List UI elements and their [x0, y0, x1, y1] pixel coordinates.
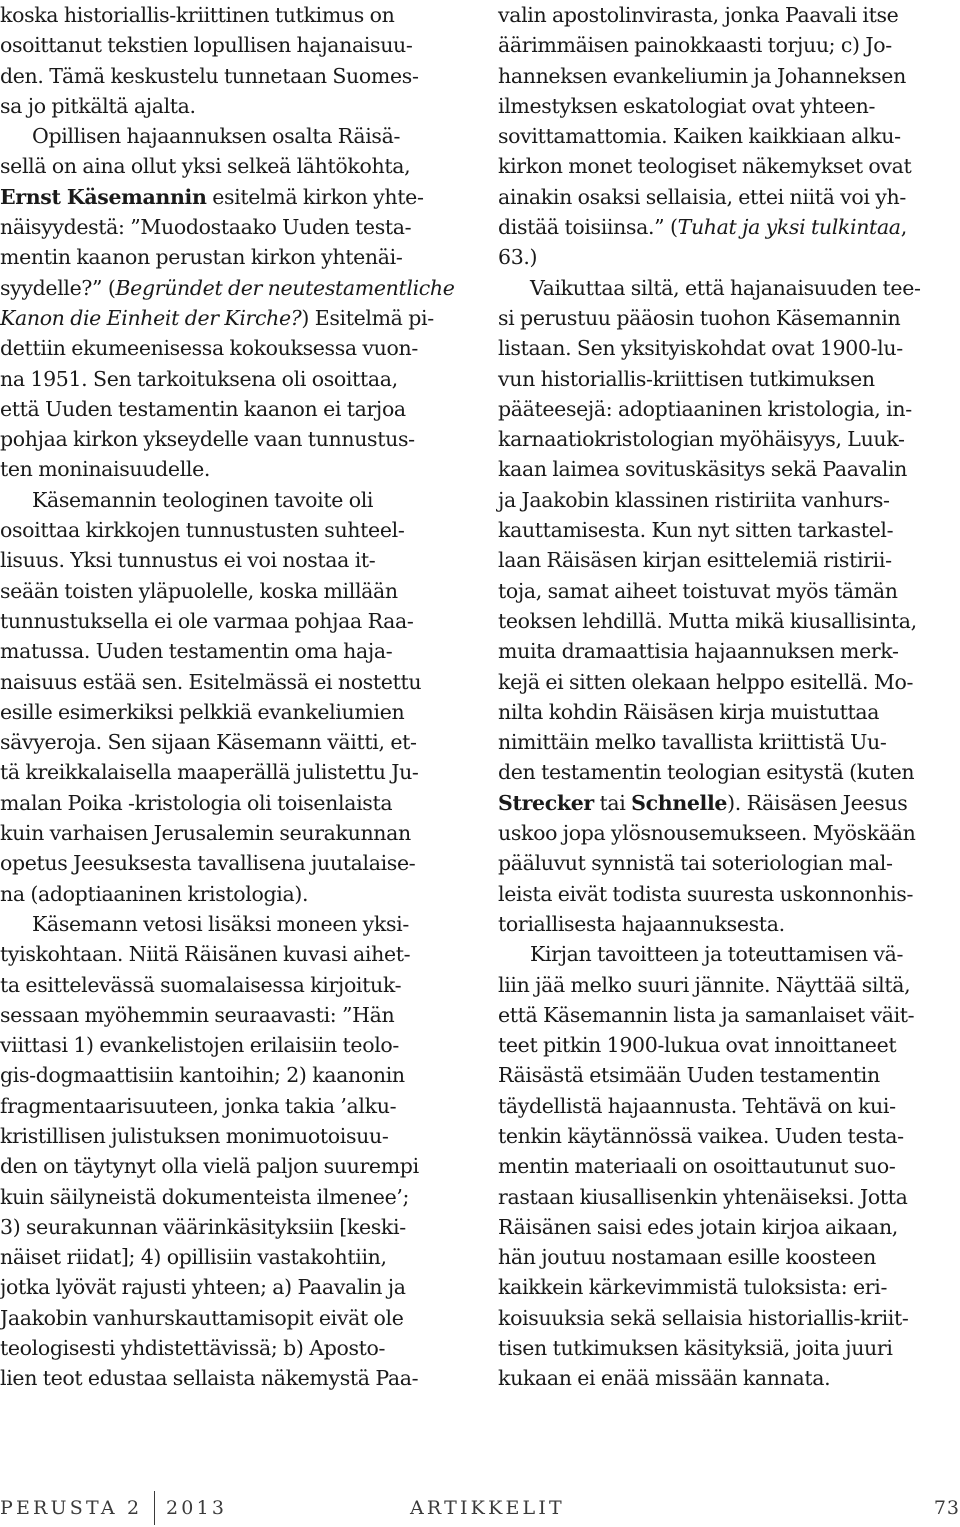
text-segment: mentin kaanon perustan kirkon yhtenäi- — [0, 245, 403, 270]
bold-name: Ernst Käsemannin — [0, 184, 207, 209]
text-segment: esitelmä kirkon yhte- — [206, 184, 424, 209]
text-segment: syydelle?” ( — [0, 275, 116, 300]
text-line — [0, 757, 462, 787]
text-line — [498, 0, 960, 30]
bold-name: Strecker — [498, 790, 594, 815]
text-segment: viittasi 1) evankelistojen erilaisiin teolo- — [0, 1033, 399, 1058]
text-segment: esille esimerkiksi pelkkiä evankeliumien — [0, 699, 405, 724]
text-segment: sa jo pitkältä ajalta. — [0, 93, 196, 118]
text-segment: ainakin osaksi sellaisia, ettei niitä voi yh- — [498, 184, 906, 209]
text-line — [0, 1030, 462, 1060]
text-line — [498, 1303, 960, 1333]
text-segment: pohjaa kirkon ykseydelle vaan tunnustus- — [0, 427, 415, 452]
italic-title: Kanon die Einheit der Kirche? — [0, 305, 302, 330]
text-segment: liin jää melko suuri jännite. Näyttää siltä, — [498, 972, 911, 997]
text-line — [0, 61, 462, 91]
text-segment: teoksen lehdillä. Mutta mikä kiusallisinta, — [498, 608, 917, 633]
text-line — [0, 1242, 462, 1272]
text-segment: tai — [593, 790, 632, 815]
text-line — [498, 970, 960, 1000]
text-segment: malan Poika -kristologia oli toisenlaista — [0, 790, 393, 815]
text-line — [0, 818, 462, 848]
text-line — [498, 394, 960, 424]
text-segment: Räisänen saisi edes jotain kirjoa aikaan, — [498, 1214, 898, 1239]
text-line — [0, 0, 462, 30]
text-segment: tenkin käytännössä vaikea. Uuden testa- — [498, 1123, 904, 1148]
text-line — [498, 61, 960, 91]
text-segment: kukaan ei enää missään kannata. — [498, 1366, 831, 1391]
text-segment: toja, samat aiheet toistuvat myös tämän — [498, 578, 898, 603]
text-segment: 63.) — [498, 245, 538, 270]
text-line — [498, 424, 960, 454]
text-segment: uskoo jopa ylösnousemukseen. Myöskään — [498, 821, 916, 846]
text-line — [0, 212, 462, 242]
text-line — [498, 515, 960, 545]
text-line — [0, 1303, 462, 1333]
text-line — [0, 939, 462, 969]
text-line — [0, 515, 462, 545]
text-line — [498, 121, 960, 151]
text-segment: hanneksen evankeliumin ja Johanneksen — [498, 63, 906, 88]
text-segment: osoittaa kirkkojen tunnustusten suhteel- — [0, 518, 405, 543]
text-segment: kaan laimea sovituskäsitys sekä Paavalin — [498, 457, 908, 482]
text-line — [498, 757, 960, 787]
text-line — [0, 485, 462, 515]
text-segment: seään toisten yläpuolelle, koska millään — [0, 578, 398, 603]
text-segment: muita dramaattisia hajaannuksen merk- — [498, 639, 899, 664]
text-line — [0, 727, 462, 757]
text-segment: kristillisen julistuksen monimuotoisuu- — [0, 1123, 389, 1148]
text-line — [498, 879, 960, 909]
text-segment: leista eivät todista suuresta uskonnonhis- — [498, 881, 914, 906]
text-line — [0, 1363, 462, 1393]
text-line — [0, 636, 462, 666]
text-line — [498, 939, 960, 969]
text-line — [0, 1182, 462, 1212]
text-line — [498, 273, 960, 303]
text-segment: tä kreikkalaisella maaperällä julistettu Ju- — [0, 760, 419, 785]
text-line — [0, 909, 462, 939]
text-segment: naisuus estää sen. Esitelmässä ei nostettu — [0, 669, 422, 694]
text-line — [498, 788, 960, 818]
text-line — [498, 818, 960, 848]
italic-title: Begründet der neutestamentliche — [115, 275, 455, 300]
text-line — [498, 1121, 960, 1151]
text-segment: den on täytynyt olla vielä paljon suurempi — [0, 1154, 419, 1179]
text-segment: äärimmäisen painokkaasti torjuu; c) Jo- — [498, 33, 892, 58]
left-column — [0, 0, 462, 1394]
text-segment: teet pitkin 1900-lukua ovat innoittaneet — [498, 1033, 897, 1058]
text-segment: si perustuu pääosin tuohon Käsemannin — [498, 305, 901, 330]
bold-name: Schnelle — [631, 790, 728, 815]
text-line — [0, 788, 462, 818]
text-line — [0, 91, 462, 121]
text-segment: kuin varhaisen Jerusalemin seurakunnan — [0, 821, 411, 846]
text-segment: kirkon monet teologiset näkemykset ovat — [498, 154, 912, 179]
text-segment: että Käsemannin lista ja samanlaiset väit- — [498, 1002, 915, 1027]
text-segment: 3) seurakunnan väärinkäsityksiin [keski- — [0, 1214, 406, 1239]
footer-section: ARTIKKELIT — [410, 1497, 565, 1519]
text-line — [0, 667, 462, 697]
text-line — [0, 273, 462, 303]
text-line — [498, 1060, 960, 1090]
text-line — [0, 121, 462, 151]
text-line — [0, 1212, 462, 1242]
text-segment: ten moninaisuudelle. — [0, 457, 211, 482]
text-line — [0, 333, 462, 363]
text-line — [498, 576, 960, 606]
text-line — [498, 454, 960, 484]
text-line — [498, 242, 960, 272]
footer-magazine: PERUSTA 2 — [0, 1497, 143, 1519]
text-line — [498, 1000, 960, 1030]
text-segment: kaikkein kärkevimmistä tuloksista: eri- — [498, 1275, 888, 1300]
text-line — [498, 1151, 960, 1181]
text-segment: lien teot edustaa sellaista näkemystä Paa- — [0, 1366, 419, 1391]
text-segment: ja Jaakobin klassinen ristiriita vanhurs- — [498, 487, 890, 512]
text-segment: ilmestyksen eskatologiat ovat yhteen- — [498, 93, 876, 118]
text-line — [0, 1333, 462, 1363]
text-line — [0, 545, 462, 575]
text-segment: näisyydestä: ”Muodostaako Uuden testa- — [0, 215, 412, 240]
text-line — [498, 1212, 960, 1242]
text-segment: valin apostolinvirasta, jonka Paavali itse — [498, 3, 899, 27]
text-line — [0, 1091, 462, 1121]
text-segment: karnaatiokristologian myöhäisyys, Luuk- — [498, 427, 905, 452]
text-segment: sävyeroja. Sen sijaan Käsemann väitti, et- — [0, 730, 417, 755]
text-line — [498, 727, 960, 757]
text-segment: , — [900, 215, 907, 240]
text-segment: Käsemann vetosi lisäksi moneen yksi- — [32, 911, 409, 936]
text-line — [0, 394, 462, 424]
text-segment: Käsemannin teologinen tavoite oli — [32, 487, 374, 512]
text-segment: lisuus. Yksi tunnustus ei voi nostaa it- — [0, 548, 376, 573]
text-line — [0, 30, 462, 60]
text-line — [0, 606, 462, 636]
footer-year: 2013 — [166, 1497, 228, 1519]
text-line — [498, 364, 960, 394]
text-line — [0, 242, 462, 272]
text-line — [498, 697, 960, 727]
text-segment: tyiskohtaan. Niitä Räisänen kuvasi aihet- — [0, 942, 411, 967]
text-line — [0, 1000, 462, 1030]
text-segment: teologisesti yhdistettävissä; b) Aposto- — [0, 1336, 386, 1361]
text-segment: kauttamisesta. Kun nyt sitten tarkastel- — [498, 518, 894, 543]
text-segment: rastaan kiusallisenkin yhtenäiseksi. Jotta — [498, 1184, 908, 1209]
text-segment: näiset riidat]; 4) opillisiin vastakohtiin, — [0, 1245, 387, 1270]
text-segment: mentin materiaali on osoittautunut suo- — [498, 1154, 896, 1179]
text-line — [0, 576, 462, 606]
text-line — [498, 182, 960, 212]
text-line — [0, 1151, 462, 1181]
text-line — [0, 1272, 462, 1302]
text-segment: den testamentin teologian esitystä (kuten — [498, 760, 915, 785]
text-segment: laan Räisäsen kirjan esittelemiä ristirii- — [498, 548, 892, 573]
text-segment: na 1951. Sen tarkoituksena oli osoittaa, — [0, 366, 398, 391]
text-segment: dettiin ekumeenisessa kokouksessa vuon- — [0, 336, 418, 361]
footer-divider — [154, 1491, 155, 1525]
text-segment: nimittäin melko tavallista kriittistä Uu- — [498, 730, 887, 755]
text-line — [498, 545, 960, 575]
text-segment: pääteesejä: adoptiaaninen kristologia, in- — [498, 396, 912, 421]
text-segment: ). Räisäsen Jeesus — [727, 790, 908, 815]
text-line — [0, 697, 462, 727]
text-line — [0, 454, 462, 484]
text-line — [498, 303, 960, 333]
text-line — [498, 636, 960, 666]
text-line — [0, 970, 462, 1000]
text-line — [0, 1121, 462, 1151]
page-footer — [0, 1487, 960, 1527]
text-line — [0, 1060, 462, 1090]
text-segment: sessaan myöhemmin seuraavasti: ”Hän — [0, 1002, 395, 1027]
text-segment: Opillisen hajaannuksen osalta Räisä- — [32, 124, 401, 149]
text-segment: että Uuden testamentin kaanon ei tarjoa — [0, 396, 406, 421]
text-segment: koisuuksia sekä sellaisia historiallis-kriit- — [498, 1305, 909, 1330]
text-segment: den. Tämä keskustelu tunnetaan Suomes- — [0, 63, 419, 88]
text-segment: distää toisiinsa.” ( — [498, 215, 678, 240]
text-segment: toriallisesta hajaannuksesta. — [498, 911, 785, 936]
text-line — [498, 909, 960, 939]
text-line — [498, 1333, 960, 1363]
text-line — [498, 1182, 960, 1212]
text-segment: ta esittelevässä suomalaisessa kirjoituk- — [0, 972, 402, 997]
text-segment: Kirjan tavoitteen ja toteuttamisen vä- — [530, 942, 904, 967]
text-segment: ) Esitelmä pi- — [301, 305, 434, 330]
text-line — [498, 1030, 960, 1060]
text-segment: koska historiallis-kriittinen tutkimus on — [0, 3, 395, 27]
text-line — [498, 30, 960, 60]
text-segment: hän joutuu nostamaan esille koosteen — [498, 1245, 877, 1270]
text-segment: täydellistä hajaannusta. Tehtävä on kui- — [498, 1093, 896, 1118]
text-line — [498, 485, 960, 515]
text-segment: kuin säilyneistä dokumenteista ilmenee’; — [0, 1184, 410, 1209]
text-segment: nilta kohdin Räisäsen kirja muistuttaa — [498, 699, 880, 724]
text-line — [0, 879, 462, 909]
text-line — [498, 1272, 960, 1302]
text-segment: Vaikuttaa siltä, että hajanaisuuden tee- — [530, 275, 921, 300]
text-line — [498, 212, 960, 242]
text-segment: pääluvut synnistä tai soteriologian mal- — [498, 851, 893, 876]
italic-title: Tuhat ja yksi tulkintaa — [677, 215, 901, 240]
text-segment: na (adoptiaaninen kristologia). — [0, 881, 309, 906]
text-line — [498, 1242, 960, 1272]
text-line — [0, 303, 462, 333]
text-line — [498, 91, 960, 121]
text-line — [0, 364, 462, 394]
text-segment: opetus Jeesuksesta tavallisena juutalaise- — [0, 851, 416, 876]
text-segment: Räisästä etsimään Uuden testamentin — [498, 1063, 880, 1088]
text-line — [498, 1363, 960, 1393]
text-line — [0, 848, 462, 878]
text-segment: matussa. Uuden testamentin oma haja- — [0, 639, 393, 664]
text-line — [0, 151, 462, 181]
text-segment: gis-dogmaattisiin kantoihin; 2) kaanonin — [0, 1063, 405, 1088]
text-line — [498, 848, 960, 878]
text-line — [498, 667, 960, 697]
text-line — [498, 333, 960, 363]
text-segment: osoittanut tekstien lopullisen hajanaisuu- — [0, 33, 413, 58]
text-segment: tisen tutkimuksen käsityksiä, joita juuri — [498, 1336, 893, 1361]
text-line — [498, 151, 960, 181]
right-column — [498, 0, 960, 1394]
text-segment: kejä ei sitten olekaan helppo esitellä. Mo- — [498, 669, 914, 694]
text-segment: jotka lyövät rajusti yhteen; a) Paavalin ja — [0, 1275, 406, 1300]
footer-page-number: 73 — [933, 1497, 960, 1519]
text-line — [0, 182, 462, 212]
text-segment: fragmentaarisuuteen, jonka takia ’alku- — [0, 1093, 397, 1118]
text-segment: listaan. Sen yksityiskohdat ovat 1900-lu- — [498, 336, 903, 361]
text-segment: tunnustuksella ei ole varmaa pohjaa Raa- — [0, 608, 414, 633]
text-segment: sellä on aina ollut yksi selkeä lähtökohta, — [0, 154, 411, 179]
text-segment: Jaakobin vanhurskauttamisopit eivät ole — [0, 1305, 404, 1330]
text-line — [498, 606, 960, 636]
text-line — [498, 1091, 960, 1121]
text-line — [0, 424, 462, 454]
text-segment: vun historiallis-kriittisen tutkimuksen — [498, 366, 875, 391]
text-segment: sovittamattomia. Kaiken kaikkiaan alku- — [498, 124, 901, 149]
